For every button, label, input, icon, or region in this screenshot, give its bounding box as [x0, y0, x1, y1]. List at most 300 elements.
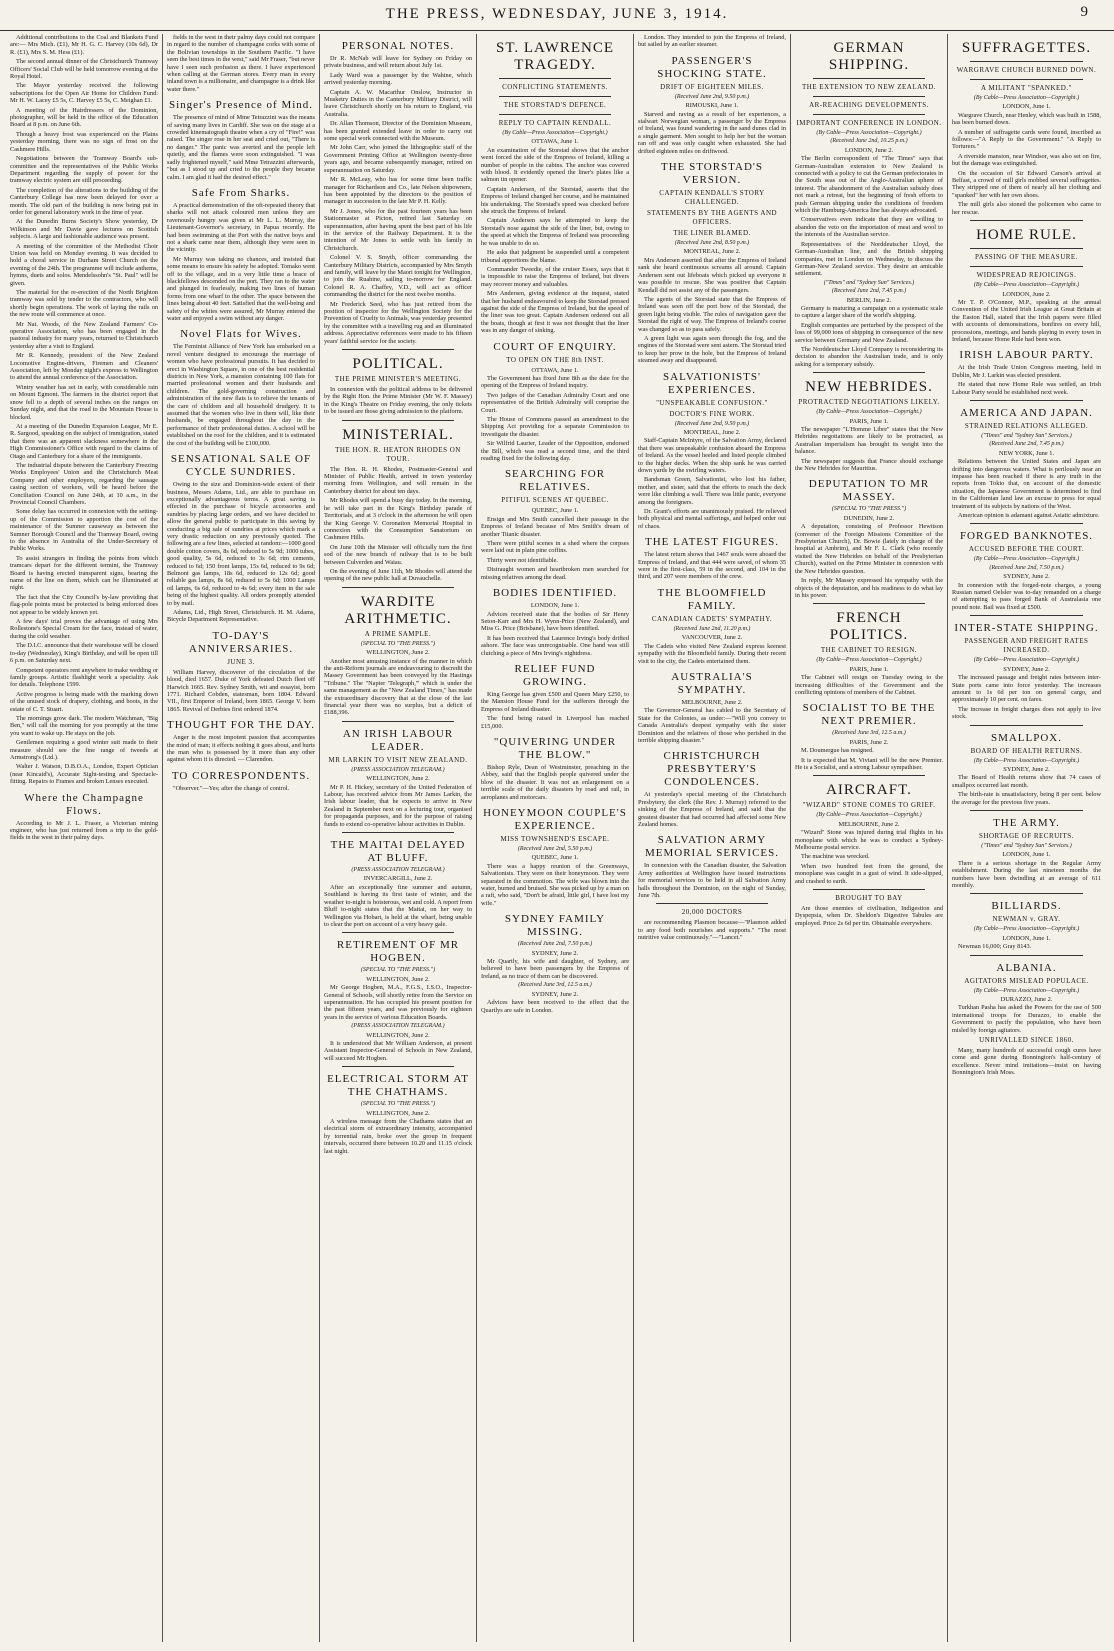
article-dateline: INVERCARGILL, June 2. [363, 875, 433, 883]
article-paragraph: At the Dunedin Burns Society's Show yesterday, Dr Wilkinson and Mr Davie gave lectures on Scottish subjects. A large and fashionable audience was present. [10, 218, 158, 241]
column-rule [970, 893, 1083, 894]
column-rule [970, 615, 1083, 616]
article-paragraph: The Mayor yesterday received the following subscriptions for the Open Air Home for Children Fund: Mr H. W. Lacey £5 5s, C. Harvey £5 5s, C. Meighan £1. [10, 82, 158, 105]
article-subheading: STATEMENTS BY THE AGENTS AND OFFICERS. [646, 209, 778, 227]
article-heading: MINISTERIAL. [342, 426, 454, 443]
article-heading: RELIEF FUND GROWING. [514, 662, 596, 688]
article-paragraph: Commander Tweedie, of the cruiser Essex, says that it is impossible to raise the Empress of Ireland, but divers may recover money and valuables. [481, 265, 629, 288]
article-paragraph: There was a happy reunion of the Greenways, Salvationists. They were on their honeymoon. They were separated in the commotion. The wife was blown into the water, burned and bruised. She was picked up by a man on a raft, who said, "Don't be afraid, little girl, I have lost my wife." [481, 862, 629, 907]
article-paragraph: It is understood that Mr William Anderson, at present Assistant Inspector-General of Schools in New Zealand, will succeed Mr Hogben. [324, 1039, 472, 1062]
article-dateline: OTTAWA, June 1. [531, 138, 579, 146]
article-heading: SALVATION ARMY MEMORIAL SERVICES. [644, 834, 780, 860]
article-paragraph: Mr R. McLeay, who has for some time been traffic manager for Richardson and Co., late Nelson shipowners, has been appointed by the directors to the position of manager in succession to the late Mr P. H. Kelly. [324, 176, 472, 206]
article-dateline: PARIS, June 2. [849, 738, 889, 746]
article-paragraph: Additional contributions to the Coal and Blankets Fund are:— Mrs Mich. (£1), Mr H. G. C. Harvey (10s 6d), Dr R. (£1), Mrs S. M. Hess (£1). [10, 34, 158, 56]
article-byline: (PRESS ASSOCIATION TELEGRAM.) [351, 867, 445, 874]
article-heading: THE MAITAI DELAYED AT BLUFF. [330, 839, 466, 865]
article-paragraph: A wireless message from the Chathams states that an electrical storm of extraordinary intensity, accompanied by torrential rain, broke over the group in frequent intervals, occurred there between 10.20 and 11.15 o'clock last night. [324, 1118, 472, 1155]
article-paragraph: Mr Quartly, his wife and daughter, of Sydney, are believed to have been passengers by the Empress of Ireland, as no trace of them can be discovered. [481, 958, 629, 980]
article-dateline: DUNEDIN, June 2. [843, 514, 895, 522]
article-byline: (Received June 2nd, 7.50 p.m.) [517, 941, 593, 948]
article-paragraph: Another most amusing instance of the manner in which the anti-Reform journals are endeavouring to discredit the Massey Government has been conveyed by the Hastings "Tribune." The "Napier 'Telegraph,'" which is under the same management as the "New Zealand Times," has made the extraordinary discovery that at the close of the last financial year there was no surplus, but a deficit of £188,396. [324, 657, 472, 717]
article-byline: ("Times" and "Sydney Sun" Services.) [823, 279, 915, 286]
article-heading: Novel Flats for Wives. [180, 328, 302, 341]
article-paragraph: Wargrave Church, near Henley, which was built in 1588, has been burned down. [952, 111, 1101, 127]
article-heading: THE STORSTAD'S VERSION. [661, 161, 763, 187]
article-paragraph: Wintry weather has set in early, with considerable rain on Mount Egmont. The farmers in the district report that snow fell to a depth of several inches on the ranges on Sunday night, and that the road to the Mountain House is blocked. [10, 383, 158, 421]
column-rule [970, 400, 1083, 401]
article-byline: (Received June 2nd, 8.50 p.m.) [674, 240, 750, 247]
article-paragraph: To assist strangers in finding the points from which tramcars depart for the different termini, the Tramway Board is having erected transparent signs, bearing the name of the line on them, which can be illuminated at night. [10, 554, 158, 592]
article-subheading: DOCTOR'S FINE WORK. [669, 409, 755, 418]
article-byline: (SPECIAL TO "THE PRESS.") [831, 506, 907, 513]
article-paragraph: Newman 16,000; Gray 8143. [958, 943, 1032, 951]
article-byline: (By Cable—Press Association—Copyright.) [816, 130, 922, 136]
article-paragraph: Colonel V. S. Smyth, officer commanding the Canterbury Military Districts, accompanied by Mrs Smyth and family, will leave by the Maori tonight for Wellington, to join the Ruahine, sailing to-morrow for England. Colonel R. A. Chaffey, V.D., will act as officer commanding the district for the next twelve months. [324, 254, 472, 299]
article-dateline: RIMOUSKI, June 1. [685, 102, 739, 110]
article-subheading: IMPORTANT CONFERENCE IN LONDON. [796, 119, 942, 127]
article-paragraph: Mr R. Kennedy, president of the New Zealand Locomotive Engine-drivers, Firemen and Cleaners' Association, left by Monday night's express to Wellington to attend the annual conference of the Association. [10, 352, 158, 382]
article-subheading: PITIFUL SCENES AT QUEBEC. [501, 496, 609, 505]
article-paragraph: The newspaper suggests that France should exchange the New Hebrides for Mauritius. [795, 457, 943, 473]
column-rule [342, 1066, 454, 1067]
article-paragraph: Walter J. Watson, D.B.O.A., London, Expert Optician (near Kincaid's), Accurate Sight-testing and Spectacle-fitting. Repairs to Frames and broken Lenses executed. [10, 763, 158, 786]
article-paragraph: "Wizard" Stone was injured during trial flights in his monoplane with which he was to conduct a Sydney-Melbourne postal service. [795, 829, 943, 851]
article-byline: (By Cable—Press Association—Copyright.) [973, 757, 1080, 764]
article-paragraph: Bishop Ryle, Dean of Westminster, preaching in the Abbey, said that the English people quivered under the blow of the disaster. It was not an enlargement on a terrible scale of the daily disasters by road and rail, in aeroplanes and motorcars. [481, 763, 629, 801]
article-paragraph: The Government has fixed June 8th as the date for the opening of the Empress of Ireland inquiry. [481, 374, 629, 390]
article-paragraph: The birth-rate is unsatisfactory, being 8 per cent. below the average for the previous five years. [952, 791, 1101, 806]
article-paragraph: It has been received that Laurence Irving's body drifted ashore. The face was unrecognisable. One hand was still clutching a piece of Mrs Irving's nightdress. [481, 634, 629, 657]
column-rule [813, 889, 925, 890]
article-paragraph: There is a serious shortage in the Regular Army establishment. During the last nineteen months the numbers have been dwindling at an average of 611 monthly. [952, 859, 1101, 889]
article-subheading: PROTRACTED NEGOTIATIONS LIKELY. [798, 398, 940, 407]
article-paragraph: fields in the west in their palmy days could not compare in regard to the number of champagne corks with some of the Bolivian townships in the Southern Pacific. "I have seen the best times in the west," said Mr Fraser, "but never have I seen such profusion as there. I have experienced when calling at the German stores. Every man in every inland town is a millionaire, and champagne is a drink like water there." [167, 34, 315, 93]
article-subheading: UNRIVALLED SINCE 1860. [979, 1036, 1074, 1045]
article-byline: (PRESS ASSOCIATION TELEGRAM.) [351, 766, 445, 773]
article-heading: BODIES IDENTIFIED. [492, 587, 618, 600]
article-byline: (By Cable—Press Association—Copyright.) [973, 926, 1080, 933]
article-paragraph: The mornings grow dark. The modern Watchman, "Big Ben," will call the morning for you promptly at the time you want to wake up. He stays on the job. [10, 714, 158, 737]
column-rule [970, 725, 1083, 726]
article-heading: AIRCRAFT. [826, 782, 912, 799]
article-heading: SYDNEY FAMILY MISSING. [504, 913, 606, 939]
article-paragraph: Captain Andersen says he attempted to keep the Storstad's nose against the side of the liner, but, owing to the speed at which the Empress of Ireland was proceeding he was unable to do so. [481, 217, 629, 247]
article-subheading: CAPTAIN KENDALL'S STORY CHALLENGED. [659, 189, 765, 207]
article-paragraph: Mr George Hogben, M.A., F.G.S., I.S.O., Inspector-General of Schools, will shortly retire from the Service on superannuation. He has occupied his present position for the past fifteen years, and was previously for eighteen years in the service of various Education Boards. [324, 984, 472, 1021]
article-byline: (By Cable—Press Association—Copyright.) [973, 657, 1080, 664]
article-paragraph: Representatives of the Norddeutscher Lloyd, the German-Australian line, and the British shipping companies, met in London on Wednesday, to discuss the German-New Zealand service. They desire an amicable settlement. [795, 240, 943, 278]
article-paragraph: King George has given £500 and Queen Mary £250, to the Mansion House Fund for the sufferers through the Empress of Ireland disaster. [481, 690, 629, 713]
article-dateline: WELLINGTON, June 2. [366, 975, 430, 983]
article-subheading: THE CABINET TO RESIGN. [820, 646, 918, 655]
column-rule [499, 96, 611, 97]
article-paragraph: The increase in freight charges does not apply to live stock. [952, 705, 1101, 721]
article-dateline: LONDON, June 1. [1002, 103, 1051, 111]
article-heading: "QUIVERING UNDER THE BLOW." [493, 735, 617, 761]
article-heading: SENSATIONAL SALE OF CYCLE SUNDRIES. [170, 453, 312, 479]
article-paragraph: At a meeting of the Dunedin Expansion League, Mr E. R. Sargood, speaking on the subject of immigration, stated that there was an apparent slackness somewhere in the High Commissioner's Office with regard to the claims of Otago and Canterbury for a share of the immigrants. [10, 422, 158, 460]
column-3 [320, 34, 477, 1642]
article-subheading: DRIFT OF EIGHTEEN MILES. [660, 82, 764, 91]
article-heading: INTER-STATE SHIPPING. [954, 622, 1099, 635]
article-dateline: SYDNEY, June 2. [531, 990, 579, 998]
article-dateline: NEW YORK, June 1. [998, 449, 1055, 457]
article-paragraph: are recommending Plasmon because—"Plasmon added to any food both nourishes and supports." "The most nutritive value continuously."—"Lancet." [638, 919, 786, 942]
article-heading: THE ARMY. [993, 816, 1060, 829]
article-paragraph: "Observer."—Yes; after the change of control. [173, 784, 290, 792]
article-paragraph: Mr Rhodes will spend a busy day today. In the morning, he will take part in the King's Birthday parade of Territorials, and at 3 o'clock in the afternoon he will open the King George V. Coronation Memorial Hospital in connexion with the Consumption Sanatorium on Cashmere Hills. [324, 497, 472, 542]
article-heading: TO CORRESPONDENTS. [171, 769, 311, 782]
article-subheading: PASSENGER AND FREIGHT RATES INCREASED. [964, 637, 1089, 655]
article-paragraph: Negotiations between the Tramway Board's sub-committee and the representatives of the Public Works Department regarding the supply of power for the tramway electric system are still proceeding. [10, 155, 158, 185]
column-rule [342, 721, 454, 722]
column-7 [948, 34, 1105, 1642]
article-paragraph: Dr R. McNab will leave for Sydney on Friday on private business, and will return about July 1st. [324, 55, 472, 70]
article-byline: (SPECIAL TO "THE PRESS.") [360, 967, 436, 974]
article-heading: ELECTRICAL STORM AT THE CHATHAMS. [327, 1073, 469, 1099]
article-heading: FORGED BANKNOTES. [959, 530, 1094, 543]
article-paragraph: A few days' trial proves the advantage of using Mrs Rollestone's Special Cream for the face, instead of water, during the cold weather. [10, 618, 158, 640]
article-paragraph: Sir Wilfrid Laurier, Leader of the Opposition, endorsed the Bill, which was read a second time, and the third reading fixed for the following day. [481, 440, 629, 463]
article-paragraph: The machine was wrecked. [801, 853, 870, 861]
article-heading: AN IRISH LABOUR LEADER. [342, 727, 454, 753]
article-paragraph: Captain Andersen, of the Storstad, asserts that the Empress of Ireland changed her course, and he maintained his undertaking. The Storstad's speed was checked before she struck the Empress of Ireland. [481, 185, 629, 216]
article-heading: GERMAN SHIPPING. [828, 40, 910, 73]
article-paragraph: American opinion is adamant against Asiatic admixture. [958, 512, 1100, 520]
article-subheading: 20,000 DOCTORS [681, 908, 743, 917]
article-paragraph: Dr. Grant's efforts are unanimously praised. He relieved both physical and mental sufferings, and helped order out of chaos. [638, 508, 786, 530]
article-byline: (SPECIAL TO "THE PRESS.") [360, 640, 436, 647]
article-dateline: PARIS, June 1. [849, 417, 889, 425]
article-heading: FRENCH POLITICS. [829, 610, 909, 644]
article-paragraph: The industrial dispute between the Canterbury Freezing Works Employees' Union and the Christchurch Meat Company and other employers, regarding the sausage casing section of workers, will be heard before the Conciliation Council on June 24th, at 10 a.m., in the Provincial Council Chambers. [10, 461, 158, 506]
article-subheading: CANADIAN CADETS' SYMPATHY. [651, 614, 773, 623]
article-paragraph: On the evening of June 11th, Mr Rhodes will attend the opening of the new public hall at Duvauchelle. [324, 567, 472, 583]
article-paragraph: Some delay has occurred in connexion with the setting-up of the Commission to apportion the cost of the maintenance of the Sumner causeway as between the Sumner Borough Council and the Tramway Board, owing to the absence in Australia of the Under-Secretary of Public Works. [10, 508, 158, 553]
column-rule [499, 78, 611, 79]
article-paragraph: Mr T. P. O'Connor, M.P., speaking at the annual Convention of the United Irish League at Great Britain at the Easton Hall, stated that the Irish papers were filled with accounts of demonstrations, bonfires on every hill, processions, meetings, and bands playing in every town in Ireland, because Home Rule had been won. [952, 298, 1101, 343]
article-paragraph: It is expected that M. Viviani will be the new Premier. He is a Socialist, and a strong Labour sympathiser. [795, 756, 943, 771]
article-heading: TO-DAY'S ANNIVERSARIES. [188, 629, 294, 655]
article-paragraph: In reply, Mr Massey expressed his sympathy with the objects of the deputation, and his readiness to do what lay in his power. [795, 577, 943, 599]
article-paragraph: Mr Frederick Seed, who has just retired from the position of inspector for the Wellington Society for the Prevention of Cruelty to Animals, was yesterday presented by the committee with a travelling rug and an illuminated address. Appreciative references were made to his fifteen years' faithful service for the society. [324, 300, 472, 345]
column-rule [970, 266, 1083, 267]
article-paragraph: In connexion with the forged-note charges, a young Russian named Oelsler was to-day remanded on a charge of attempting to pass forged Bank of Australasia one pound note. Bail was fixed at £500. [952, 581, 1101, 611]
article-paragraph: The D.I.C. announce that their warehouse will be closed to-day (Wednesday), King's Birthday, and will be open till 6 p.m. on Saturday next. [10, 642, 158, 665]
article-paragraph: The completion of the alterations to the building of the Canterbury College has now been delayed for over a month. The old part of the building is now being put in order for general laboratory work in the time of year. [10, 186, 158, 216]
article-paragraph: There were pitiful scenes in a shed where the corpses were laid out in plain pine coffins. [481, 540, 629, 555]
column-rule [813, 78, 925, 79]
column-rule [342, 420, 454, 421]
article-paragraph: Gentlemen requiring a good winter suit made to their measure should see the fine range of tweeds at Armstrong's (Ltd.). [10, 739, 158, 761]
article-heading: PASSENGER'S SHOCKING STATE. [657, 54, 767, 80]
article-byline: (Received June 2nd, 7.50 p.m.) [989, 564, 1064, 571]
article-paragraph: On the occasion of Sir Edward Carson's arrival at Belfast, a crowd of mill girls mobbed several suffragettes. They stripped one of them of nearly all her clothing and "spanked" her with her own shoes. [952, 169, 1101, 199]
article-dateline: WELLINGTON, June 2. [366, 649, 430, 657]
article-paragraph: Germany is maturing a campaign on a systematic scale to capture a larger share of the world's shipping. [795, 304, 943, 320]
article-byline: (Received June 3rd, 12.5 a.m.) [832, 730, 906, 737]
column-rule [342, 832, 454, 833]
article-dateline: MONTREAL, June 2. [683, 248, 741, 256]
article-heading: PERSONAL NOTES. [341, 40, 455, 52]
article-paragraph: The fact that the City Council's by-law providing that flag-pole points must be protected is being enforced does not appear to be widely known yet. [10, 593, 158, 616]
article-paragraph: The mill girls also stoned the policemen who came to her rescue. [952, 201, 1101, 216]
article-paragraph: Adams, Ltd., High Street, Christchurch. H. M. Adams, Bicycle Department Representative. [167, 609, 315, 624]
article-heading: THOUGHT FOR THE DAY. [167, 719, 315, 732]
article-paragraph: A riverside mansion, near Windsor, was also set on fire, but the damage was extinguished. [952, 152, 1101, 168]
article-subheading: "UNSPEAKABLE CONFUSION." [656, 398, 768, 407]
article-paragraph: A deputation, consisting of Professor Hewitson (convener of the Foreign Missions Committee of the Presbyterian Church), Dr. Bowie (lately in charge of the hospital at Ambrim), and Mr F. L. Clark (who recently visited the New Hebrides on behalf of the Presbyterian Church), waited on the Prime Minister in connexion with the New Hebrides question. [795, 523, 943, 575]
page-number: 9 [1080, 4, 1088, 20]
column-rule [813, 372, 925, 373]
article-heading: CHRISTCHURCH PRESBYTERY'S CONDOLENCES. [663, 750, 761, 789]
article-dateline: LONDON, June 1. [1002, 934, 1051, 942]
column-rule [970, 79, 1083, 80]
article-byline: (By Cable—Press Association—Copyright.) [816, 657, 922, 664]
article-heading: COURT OF ENQUIRY. [493, 340, 617, 353]
article-paragraph: Distraught women and heartbroken men searched for missing relatives among the dead. [481, 566, 629, 581]
article-paragraph: Bandsman Green, Salvationist, who lost his father, mother, and sister, said that the efforts to reach the deck were like climbing a wall. There was little panic, everyone among the foreigners. [638, 476, 786, 506]
article-paragraph: Advices received state that the bodies of Sir Henry Seton-Karr and Mrs H. Wynn-Price (New Zealand), and Miss G. Price (Brisbane), have been identified. [481, 610, 629, 633]
article-dateline: SYDNEY, June 2. [531, 949, 579, 957]
article-heading: ALBANIA. [996, 961, 1057, 974]
article-paragraph: The Cadets who visited New Zealand express keenest sympathy with the Bloomfield family. During their recent visit to the city, the Cadets entertained them. [638, 642, 786, 665]
article-paragraph: On June 10th the Minister will officially turn the first sod of the new branch of railway that is to be built between Culverden and Waiau. [324, 543, 472, 566]
article-subheading: TO OPEN ON THE 8th INST. [506, 355, 604, 364]
article-byline: ("Times" and "Sydney Sun" Services.) [981, 432, 1072, 439]
article-byline: (PRESS ASSOCIATION TELEGRAM.) [351, 1023, 445, 1030]
article-byline: (SPECIAL TO "THE PRESS.") [360, 1101, 436, 1108]
column-rule [970, 955, 1083, 956]
article-subheading: BROUGHT TO BAY [835, 894, 903, 903]
article-subheading: THE PRIME MINISTER'S MEETING. [334, 375, 462, 384]
article-paragraph: At the Irish Trade Union Congress meeting, held in Dublin, Mr J. Larkin was elected president. [952, 364, 1101, 379]
article-heading: THE LATEST FIGURES. [645, 536, 779, 549]
article-subheading: "WIZARD" STONE COMES TO GRIEF. [802, 801, 936, 810]
article-paragraph: He asks that judgment be suspended until a competent tribunal apportions the blame. [481, 249, 629, 264]
article-paragraph: Are those enemies of civilisation, Indigestion and Dyspepsia, when Dr. Sheldon's Digestive Tabules are employed. Price 2s 6d per tin. Obtainable everywhere. [795, 905, 943, 927]
column-rule [970, 248, 1083, 249]
article-paragraph: Many, many hundreds of successful cough cures have come and gone during Bonnington's half-century of excellence. Never mind imitations—insist on having Bonnington's Irish Moss. [952, 1047, 1101, 1077]
article-subheading: THE HON. R. HEATON RHODES ON TOUR. [335, 445, 461, 463]
article-dateline: WELLINGTON, June 2. [366, 775, 430, 783]
article-paragraph: The newspaper "L'Homme Libre" states that the New Hebrides negotiations are likely to be protracted, as Australian imperialism has brought its weight into the balance. [795, 426, 943, 456]
article-paragraph: London. They intended to join the Empress of Ireland, but sailed by an earlier steamer. [638, 34, 786, 49]
article-heading: HONEYMOON COUPLE'S EXPERIENCE. [483, 807, 627, 832]
article-paragraph: Relations between the United States and Japan are drifting into dangerous waters. What is perilously near an impasse has been reached if there is any truth in the reports from Tokio that, on account of the domestic situation, the Japanese Government is determined to find in the Californian land law an excuse to press for equal treatment of its subjects by nations of the West. [952, 458, 1101, 510]
article-paragraph: An examination of the Storstad shows that the anchor went forced the side of the Empress of Ireland, killing a number of people in the cabins. The anchor was covered with blood. It evidently opened the liner's plates like a salmon tin opener. [481, 146, 629, 184]
article-subheading: ACCUSED BEFORE THE COURT. [968, 545, 1085, 554]
article-subheading: BOARD OF HEALTH RETURNS. [970, 746, 1083, 755]
article-heading: Safe From Sharks. [191, 186, 291, 199]
article-subheading: JUNE 3. [227, 657, 255, 666]
article-byline: (By Cable—Press Association—Copyright.) [973, 282, 1080, 289]
article-subheading: AR-REACHING DEVELOPMENTS. [809, 101, 929, 109]
article-heading: SMALLPOX. [990, 731, 1063, 744]
article-dateline: LONDON, June 1. [530, 602, 580, 610]
article-byline: (Received June 2nd, 9.50 p.m.) [674, 93, 750, 100]
article-heading: THE BLOOMFIELD FAMILY. [657, 586, 767, 612]
article-byline: (Received June 2nd, 9.50 p.m.) [674, 420, 750, 427]
article-heading: ST. LAWRENCE TRAGEDY. [495, 40, 614, 73]
column-rule [656, 903, 768, 904]
article-heading: Where the Champagne Flows. [24, 791, 144, 817]
article-paragraph: The latest return shows that 1467 souls were aboard the Empress of Ireland, and that 444 were saved, of whom 35 were in the first-class, 59 in the second, and 104 in the third, and 207 were members of the crew. [638, 551, 786, 581]
article-paragraph: The fund being raised in Liverpool has reached £15,000. [481, 715, 629, 730]
column-rule [499, 114, 611, 115]
article-dateline: MONTREAL, June 2. [683, 428, 741, 436]
article-paragraph: Owing to the size and Dominion-wide extent of their business, Messrs Adams, Ltd., are able to purchase on exceptionally advantageous terms. A great saving is effected in the purchase of bicycle accessories and sundries by placing large orders, and we have decided to allow the general public to participate in this saving by conducting a big sale of sundries at prices which mark a very drastic reduction on any previously quoted. The following are a few lines, selected at random:—1000 good double cotton covers, 8s 6d, reduced to 5s 9d; 1000 tubes, good quality, 5s 6d, reduced to 3s 6d; rim cements, reduced to 6d; 150 front lamps, 15s 6d, reduced to 9s 6d; Belmont gas lamps, 18s 6d, reduced to 12s 6d; good reliable gas lamps, 8s 6d, reduced to 5s 6d; 1000 Lamps oil lamps, 6s 6d, reduced to 4s 6d; every item in the sale being of the highest quality. All orders promptly attended to by mail. [167, 481, 315, 607]
article-paragraph: Competent operators rent anywhere to make wedding or family groups. Artistic flashlight work a speciality. Ask for details. Telephone 1599. [10, 666, 158, 689]
article-paragraph: He stated that now Home Rule was settled, an Irish Labour Party would be established next week. [952, 381, 1101, 396]
article-byline: (Received June 2nd, 10.25 p.m.) [830, 138, 908, 145]
article-paragraph: Anger is the most impotent passion that accompanies the mind of man; it effects nothing it goes about, and hurts the man who is possessed by it more than any other against whom it is directed. — Clarendon. [167, 734, 315, 764]
article-heading: WARDITE ARITHMETIC. [344, 593, 452, 627]
article-paragraph: The Cabinet will resign on Tuesday owing to the increasing difficulties of the Government and the conflicting opinions of members of the Cabinet. [795, 674, 943, 696]
article-paragraph: After an exceptionally fine summer and autumn, Southland is having its first taste of winter, and the weather to-night is boisterous, wet and cold. A report from Bluff to-night states that the Maitai, on her way to Wellington via Hobart, is held at the wharf, being unable to clear the port on account of a very heavy gale. [324, 883, 472, 928]
article-paragraph: M. Doumergue has resigned. [801, 747, 874, 755]
article-heading: SALVATIONISTS' EXPERIENCES. [663, 370, 761, 396]
article-paragraph: Mr John Carr, who joined the lithographic staff of the Government Printing Office at Wellington twenty-three years ago, and became subsequently manager, retired on superannuation on Saturday. [324, 144, 472, 174]
article-subheading: A MILITANT "SPANKED." [981, 84, 1072, 92]
column-rule [813, 603, 925, 604]
article-paragraph: Captain A. W. Macarthur Onslow, Instructor in Musketry Duties in the Canterbury Military District, will leave Christchurch shortly on his return to England, via Australia. [324, 88, 472, 118]
article-subheading: MISS TOWNSHEND'S ESCAPE. [500, 835, 610, 843]
article-dateline: BERLIN, June 2. [846, 296, 892, 304]
article-dateline: SYDNEY, June 2. [1003, 765, 1050, 773]
article-heading: SOCIALIST TO BE THE NEXT PREMIER. [802, 702, 936, 728]
article-paragraph: English companies are perturbed by the prospect of the loss of 99,000 tons of shipping in consequence of the new service between Germany and New Zealand. [795, 321, 943, 344]
article-byline: (By Cable—Press Association—Copyright.) [816, 409, 922, 416]
article-paragraph: Ensign and Mrs Smith cancelled their passage in the Empress of Ireland because of Mrs Smith's dream of another Titanic disaster. [481, 515, 629, 538]
column-rule [813, 775, 925, 776]
article-byline: (By Cable—Press Association—Copyright.) [816, 812, 922, 819]
article-paragraph: According to Mr J. L. Fraser, a Victorian mining engineer, who has just returned from a trip to the gold-fields in the west in their palmy days. [10, 819, 158, 842]
article-paragraph: At yesterday's special meeting of the Christchurch Presbytery, the clerk (the Rev. J. Murray) referred to the sinking of the Empress of Ireland, and said that the greatest disaster that had occurred had affected some New Zealand homes. [638, 791, 786, 828]
article-dateline: MELBOURNE, June 2. [681, 698, 743, 706]
column-6 [791, 34, 948, 1642]
article-paragraph: Advices have been received to the effect that the Quartlys are safe in London. [481, 999, 629, 1014]
article-dateline: MELBOURNE, June 2. [838, 820, 900, 828]
article-paragraph: The increased passage and freight rates between inter-State ports came into force yesterday. The increases amount to 1s 6d per ton on general cargo, and approximately 10 per cent. on fares. [952, 674, 1101, 704]
article-subheading: AGITATORS MISLEAD POPULACE. [964, 976, 1089, 985]
article-dateline: PARIS, June 1. [849, 665, 889, 673]
article-subheading: MR LARKIN TO VISIT NEW ZEALAND. [328, 755, 468, 764]
column-2 [163, 34, 320, 1642]
article-subheading: A PRIME SAMPLE. [364, 629, 432, 638]
article-heading: Singer's Presence of Mind. [168, 99, 314, 112]
article-heading: HOME RULE. [976, 227, 1077, 244]
column-rule [342, 349, 454, 350]
article-dateline: LONDON, June 2. [844, 146, 894, 154]
article-subheading: WIDESPREAD REJOICINGS. [976, 271, 1077, 280]
column-rule [342, 932, 454, 933]
column-4 [477, 34, 634, 1642]
article-byline: (Received June 2nd, 7.45 p.m.) [831, 288, 907, 295]
column-1 [6, 34, 163, 1642]
article-paragraph: Mr Murray was taking no chances, and insisted that some means to ensure his safety be adopted. Tomako went off to the village, and in a very little time a brace of blackfellows descended on the port. They ran to the water and plunged in fearlessly, making two lines of human forms from one wharf to the other. The space between the lines being about 40 feet. Satisfied that the well-being and safety of the whites were assured, Mr Murray entered the water and enjoyed a swim without any danger. [167, 255, 315, 322]
article-paragraph: Dr. Allan Thomson, Director of the Dominion Museum, has been granted extended leave in order to carry out some special work connected with the Museum. [324, 120, 472, 143]
article-heading: AMERICA AND JAPAN. [960, 406, 1093, 419]
article-subheading: STRAINED RELATIONS ALLEGED. [964, 421, 1089, 430]
article-subheading: PASSING OF THE MEASURE. [975, 253, 1078, 262]
article-heading: NEW HEBRIDES. [805, 379, 933, 396]
article-paragraph: Mrs Andersen, giving evidence at the inquest, stated that her husband endeavoured to keep the Storstad pressed against the side of the Empress of Ireland, but the speed of the liner was too great. Captain Andersen ordered out all the boats, though at first it was not thought that the liner was in any danger of sinking. [481, 290, 629, 335]
article-paragraph: Active progress is being made with the marking down of the unused stock of drapery, clothing, and boots, in the estate of C. T. Stuart. [10, 690, 158, 713]
article-paragraph: Mrs Andersen asserted that after the Empress of Ireland sank she heard continuous screams all around. Captain Andersen sent out lifeboats which picked up everyone it was possible to rescue. She was positive that Captain Kendall did not assist any of the passengers. [638, 256, 786, 294]
column-rule [970, 810, 1083, 811]
article-paragraph: Mr J. Jones, who for the past fourteen years has been Stationmaster at Picton, retired last Saturday on superannuation, after having spent the best part of his life in the service of the Railway Department. It is the intention of Mr Jones to settle with his family in Christchurch. [324, 207, 472, 252]
article-dateline: WELLINGTON, June 2. [366, 1109, 430, 1117]
article-subheading: REPLY TO CAPTAIN KENDALL. [498, 119, 612, 127]
article-byline: (By Cable—Press Association—Copyright.) [973, 987, 1080, 994]
article-byline: (Received June 2nd, 5.50 p.m.) [517, 846, 593, 852]
article-paragraph: The Berlin correspondent of "The Times" says that German-Australian extension to New Zealand is connected with a policy to cut the German prefectorates in the South seas out of the Anglo-Australian sphere of interest. The abandonment of the Australian subsidy does not mark a retreat, but the beginning of fresh efforts to push German shipping under the conditions of freedom which the Hamburg-America line has always advocated. [795, 155, 943, 215]
article-dateline: LONDON, June 1. [1002, 851, 1051, 859]
article-heading: POLITICAL. [352, 356, 444, 373]
article-heading: DEPUTATION TO MR MASSEY. [808, 478, 930, 504]
article-paragraph: The second annual dinner of the Christchurch Tramway Officers' Social Club will be held tomorrow evening at the Royal Hotel. [10, 58, 158, 81]
article-paragraph: Lady Ward was a passenger by the Wahine, which arrived yesterday morning. [324, 71, 472, 87]
article-dateline: WELLINGTON, June 2. [366, 1031, 430, 1039]
article-byline: (Received June 2nd, 11.20 p.m.) [673, 625, 751, 632]
article-dateline: VANCOUVER, June 2. [681, 634, 743, 642]
article-paragraph: When two hundred feet from the ground, the monoplane was caught in a gust of wind. It side-slipped, and crashed to earth. [795, 862, 943, 885]
article-subheading: THE LINER BLAMED. [673, 229, 751, 238]
article-dateline: QUEBEC, June 1. [531, 507, 579, 515]
article-heading: RETIREMENT OF MR HOGBEN. [336, 939, 460, 965]
article-paragraph: A green light was again seen through the fog, and the engines of the Storstad were sent astern. The Storstad tried to keep her prow in the hole, but the Empress of Ireland steamed away and disappeared. [638, 334, 786, 365]
article-paragraph: The Board of Health returns show that 74 cases of smallpox occurred last month. [952, 774, 1101, 789]
article-paragraph: In connexion with the Canadian disaster, the Salvation Army authorities at Wellington have issued instructions for memorial services to be held in all Salvation Army halls throughout the Dominion, on the night of Sunday, June 7th. [638, 862, 786, 899]
article-paragraph: The material for the re-erection of the North Brighton tramway was sold by tender to the contractors, who will shortly begin operations. The work of laying the rails on the new route will commence at once. [10, 289, 158, 319]
article-subheading: SHORTAGE OF RECRUITS. [979, 831, 1074, 840]
masthead [0, 0, 1114, 31]
article-paragraph: The Feminist Alliance of New York has embarked on a novel venture designed to encourage the marriage of women who have professional pursuits. It has decided to erect in Washington Square, in one of the best residential districts in New York, a mansion containing 100 flats for married professional women and their husbands and children. The gold-governing construction and administration of the new flats is to relieve the tenants of the care of children and all household drudgery. It is assumed that the women who live in them will, like their husbands, be engaged throughout the day in the performance of their professional duties. A school will be established on the roof for the children, and it is estimated the cost of the building will be £100,000. [167, 343, 315, 447]
article-paragraph: Staff-Captain McIntyre, of the Salvation Army, declared that there was unspeakable confusion aboard the Empress of Ireland. As the vessel heeled and listed people climbed to the higher decks. When the ship sank he was carried down yards by the swirling waters. [638, 437, 786, 474]
column-rule [342, 587, 454, 588]
article-byline: (Received June 2nd, 7.45 p.m.) [989, 441, 1064, 448]
column-5 [634, 34, 791, 1642]
article-paragraph: The House of Commons passed an amendment to the Shipping Act providing for a separate Commission to investigate the disaster. [481, 416, 629, 438]
article-paragraph: The Hon. R. H. Rhodes, Postmaster-General and Minister of Public Health, arrived in town yesterday morning from Wellington, and will remain in the Canterbury district for about ten days. [324, 465, 472, 495]
newspaper-title: THE PRESS, WEDNESDAY, JUNE 3, 1914. [385, 6, 729, 22]
article-paragraph: The agents of the Storstad state that the Empress of Ireland was seen off the port bow of the Storstad, the green light being visible. The rules of navigation gave the Storstad the right of way. The Empress of Ireland's course was changed so as to pass safely. [638, 295, 786, 333]
column-rule [813, 96, 925, 97]
article-paragraph: A meeting of the Hairdressers of the Dominion, photographer, will be held in the office of the Education Board at 8 p.m. on June 6th. [10, 106, 158, 129]
article-paragraph: A meeting of the committee of the Methodist Choir Union was held on Monday evening. It was decided to hold a choral service in Durham Street Church on the evening of the 24th. The programme will include anthems, hymns, duets and solos. Mendelssohn's "St. Paul" will be given. [10, 242, 158, 287]
article-paragraph: The Norddeutscher Lloyd Company is reconsidering its decision to abandon the Australian trade, and is only asking for a temporary subsidy. [795, 345, 943, 368]
article-paragraph: The Governor-General has cabled to the Secretary of State for the Colonies, as under:—"Will you convey to Canada Australia's deepest sympathy with the sister Dominion and the relatives of those who perished in the terrible shipping disaster." [638, 707, 786, 744]
article-subheading: THE STORSTAD'S DEFENCE. [503, 101, 607, 109]
article-paragraph: The presence of mind of Mme Tetrazzini was the means of saving many lives in Cardiff. She was on the stage at a crowded kinematograph theatre when a cry of "Fire!" was raised. The singer rose in her seat and cried out, "There is no danger." The panic was averted and the people left quietly, and the flames were soon extinguished. "I was sadly frightened myself," said Mme Tetrazzini afterwards, "but as I stood up and cried to the people they became calm. I am glad it had the desired effect." [167, 114, 315, 181]
article-dateline: SYDNEY, June 2. [1003, 573, 1050, 581]
article-byline: (Received June 3rd, 12.5 a.m.) [518, 982, 592, 989]
column-rule [970, 61, 1083, 62]
article-paragraph: Thirty were not identifiable. [487, 556, 558, 564]
article-dateline: SYDNEY, June 2. [1003, 665, 1050, 673]
article-paragraph: Turkhan Pasha has asked the Powers for the use of 500 international troops for Durazzo, to enable the Government to pacify the population, who have been misled by foreign agitators. [952, 1004, 1101, 1034]
article-paragraph: Conservatives even indicate that they are willing to abandon the veto on the importation of meat and wool to the interests of the Australian service. [795, 216, 943, 239]
article-paragraph: William Harvey, discoverer of the circulation of the blood, died 1657. Duke of York defeated Dutch fleet off Harwich 1665. Rev. Sydney Smith, wit and essayist, born 1771. Richard Cobden, statesman, born 1804. Edward VII., first Emperor of Ireland, born 1865. George V. born 1865. Revival of Derbies first ordered 1874. [167, 668, 315, 713]
article-dateline: DURAZZO, June 2. [1000, 996, 1053, 1004]
article-paragraph: In connexion with the political address to be delivered by the Right Hon. the Prime Minister (Mr W. F. Massey) in the King's Theatre on Friday evening, the only tickets to be issued are those giving admission to the platform. [324, 386, 472, 416]
article-byline: ("Times" and "Sydney Sun" Services.) [981, 842, 1072, 849]
article-paragraph: A practical demonstration of the oft-repeated theory that sharks will not attack coloured men unless they are ravenously hungry was given at Mr L. L. Murray, the Lieutenant-Governor's secretary, in Papua recently. He had been swimming at the Port with the native boys and not a shark came near them, although they were seen in the vicinity. [167, 201, 315, 254]
article-paragraph: Two judges of the Canadian Admiralty Court and one representative of the British Admiralty will comprise the Court. [481, 391, 629, 414]
article-dateline: LONDON, June 2. [1002, 290, 1051, 298]
